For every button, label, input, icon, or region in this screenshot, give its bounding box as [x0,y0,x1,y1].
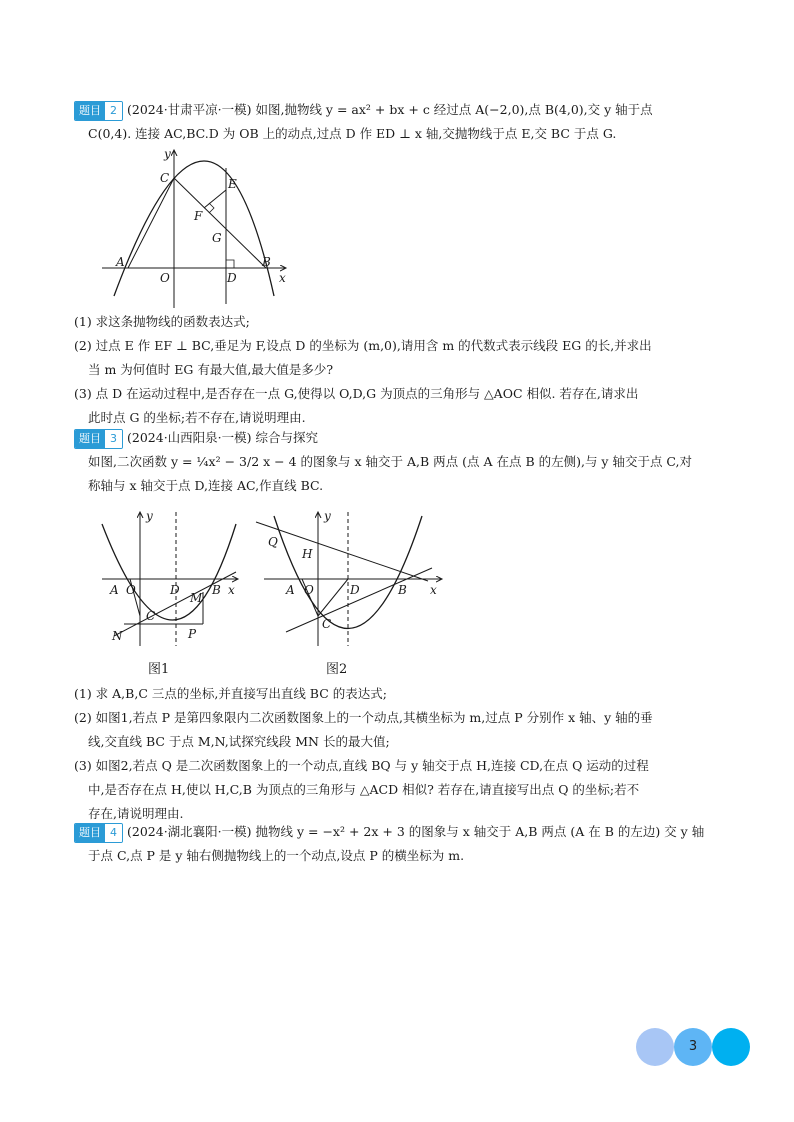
label-F: F [194,209,203,223]
segment-EF [204,190,226,208]
right-angle-D [226,260,234,268]
problem-badge: 题目 2 [74,101,123,121]
label-M: M [190,591,203,605]
label-P: P [188,627,197,641]
problem-4 [74,820,734,868]
problem-text: (2024·甘肃平凉·一模) 如图,抛物线 y = ax² + bx + c 经过点 A(−2,0),点 B(4,0),交 y 轴于点 [127,102,653,117]
label-E: E [228,177,237,191]
parabola [114,161,274,296]
label-N: N [112,629,123,643]
right-angle-F [209,203,214,213]
question: 此时点 G 的坐标;若不存在,请说明理由. [88,410,306,425]
label-C: C [146,609,156,623]
problem-header: (2024·山西阳泉·一模) 综合与探究 [127,430,318,445]
label-O: O [160,271,170,285]
problem-text: 称轴与 x 轴交于点 D,连接 AC,作直线 BC. [88,478,324,493]
label-B: B [212,583,221,597]
label-C: C [160,171,170,185]
question: 线,交直线 BC 于点 M,N,试探究线段 MN 长的最大值; [88,734,390,749]
question: (2) 过点 E 作 EF ⊥ BC,垂足为 F,设点 D 的坐标为 (m,0),请用含 m 的代数式表示线段 EG 的长,并求出 [74,338,652,353]
label-B: B [398,583,407,597]
label-D: D [227,271,237,285]
label-y: y [164,147,171,161]
segment-AC [128,178,174,268]
label-x: x [279,271,286,285]
segment-BC [174,178,266,268]
pager-circle [712,1028,750,1066]
segment-CD [318,579,348,616]
label-x: x [228,583,235,597]
label-O: O [304,583,314,597]
label-y: y [146,509,153,523]
problem-3 [74,426,734,498]
figure-1 [96,506,246,654]
problem-2-questions [74,310,734,430]
label-C: C [322,617,332,631]
label-A: A [110,583,119,597]
question: (1) 求这条抛物线的函数表达式; [74,314,250,329]
problem-text: 于点 C,点 P 是 y 轴右侧抛物线上的一个动点,设点 P 的横坐标为 m. [88,848,465,863]
figure-problem-2 [96,146,296,313]
problem-text: C(0,4). 连接 AC,BC.D 为 OB 上的动点,过点 D 作 ED ⊥ x 轴,交抛物线于点 E,交 BC 于点 G. [88,126,617,141]
line-BC [114,572,236,636]
problem-text: (2024·湖北襄阳·一模) 抛物线 y = −x² + 2x + 3 的图象与 x 轴交于 A,B 两点 (A 在 B 的左边) 交 y 轴 [127,824,705,839]
label-A: A [116,255,125,269]
figure-1-caption: 图1 [148,662,170,677]
parabola [102,524,236,620]
pager-circle [636,1028,674,1066]
pager-circle [674,1028,712,1066]
page-number-badge [636,1028,752,1066]
label-y: y [324,509,331,523]
problem-badge: 题目 3 [74,429,123,449]
label-O: O [126,583,136,597]
question: (2) 如图1,若点 P 是第四象限内二次函数图象上的一个动点,其横坐标为 m,过点 P 分别作 x 轴、y 轴的垂 [74,710,653,725]
label-A: A [286,583,295,597]
problem-badge: 题目 4 [74,823,123,843]
label-x: x [430,583,437,597]
question: (3) 如图2,若点 Q 是二次函数图象上的一个动点,直线 BQ 与 y 轴交于点 H,连接 CD,在点 Q 运动的过程 [74,758,649,773]
label-G: G [212,231,222,245]
question: 存在,请说明理由. [88,806,184,821]
problem-3-questions [74,682,734,826]
question: 中,是否存在点 H,使以 H,C,B 为顶点的三角形与 △ACD 相似? 若存在,请直接写出点 Q 的坐标;若不 [88,782,640,797]
figure-2-caption: 图2 [326,662,348,677]
label-D: D [350,583,360,597]
figure-2 [250,506,450,654]
line-BC [286,568,432,632]
label-Q: Q [268,535,278,549]
question: (3) 点 D 在运动过程中,是否存在一点 G,使得以 O,D,G 为顶点的三角形与 △AOC 相似. 若存在,请求出 [74,386,639,401]
question: 当 m 为何值时 EG 有最大值,最大值是多少? [88,362,334,377]
line-BQ [256,522,428,581]
label-D: D [170,583,180,597]
question: (1) 求 A,B,C 三点的坐标,并直接写出直线 BC 的表达式; [74,686,387,701]
problem-2 [74,98,734,146]
label-B: B [262,255,271,269]
label-H: H [302,547,313,561]
page-number: 3 [688,1039,698,1054]
problem-text: 如图,二次函数 y = ¼x² − 3/2 x − 4 的图象与 x 轴交于 A,B 两点 (点 A 在点 B 的左侧),与 y 轴交于点 C,对 [88,454,693,469]
